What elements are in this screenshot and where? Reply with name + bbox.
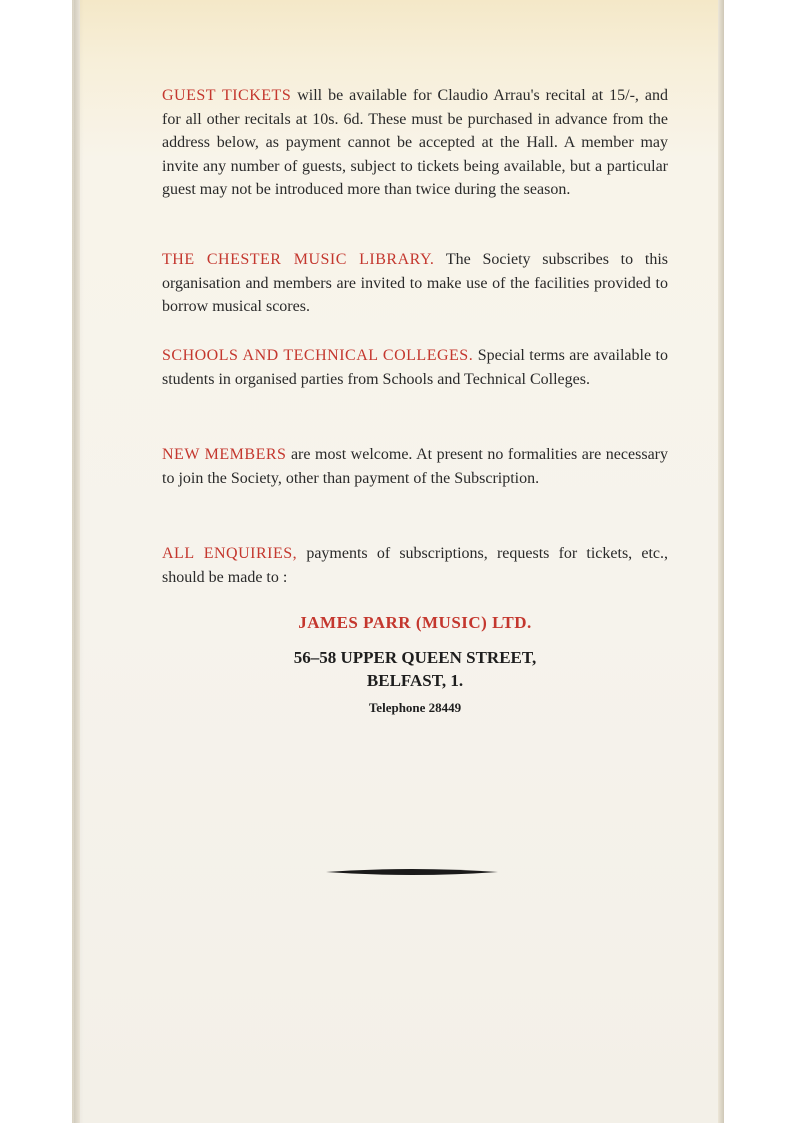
section-schools-colleges: [162, 344, 668, 391]
section-body: Special terms are available to students in organised parties from Schools and Technical Colleges.: [162, 347, 669, 388]
paper-fold-shadow: [74, 0, 84, 1123]
section-body: payments of subscriptions, requests for tickets, etc., should be made to :: [162, 545, 669, 586]
telephone: Telephone 28449: [368, 700, 462, 715]
company-name: JAMES PARR (MUSIC) LTD.: [298, 613, 532, 632]
section-chester-music-library: [162, 248, 668, 319]
section-body: The Society subscribes to this organisation and members are invited to make use of the facilities provided to borrow musical scores.: [162, 251, 668, 315]
section-body: are most welcome. At present no formalities are necessary to join the Society, other than payment of the Subscription.: [162, 446, 668, 487]
section-guest-tickets: [162, 84, 668, 202]
section-new-members: [162, 443, 668, 490]
address-city: BELFAST, 1.: [366, 671, 464, 690]
ornamental-rule: [326, 868, 498, 876]
section-heading: GUEST TICKETS: [162, 87, 292, 104]
right-paper-edge: [718, 0, 724, 1123]
address-street: 56–58 UPPER QUEEN STREET,: [293, 648, 537, 667]
section-heading: SCHOOLS AND TECHNICAL COLLEGES.: [162, 347, 474, 364]
section-heading: NEW MEMBERS: [162, 446, 287, 463]
section-heading: THE CHESTER MUSIC LIBRARY.: [162, 251, 435, 268]
section-all-enquiries: [162, 542, 668, 589]
section-body: will be available for Claudio Arrau's recital at 15/-, and for all other recitals at 10s. 6d. These must be purchased in advance from the address below, as payment cannot be accepted at the Hall. A member may invite any number of guests, subject to tickets being available, but a particular guest may not be introduced more than twice during the season.: [162, 87, 669, 198]
section-heading: ALL ENQUIRIES,: [162, 545, 298, 562]
